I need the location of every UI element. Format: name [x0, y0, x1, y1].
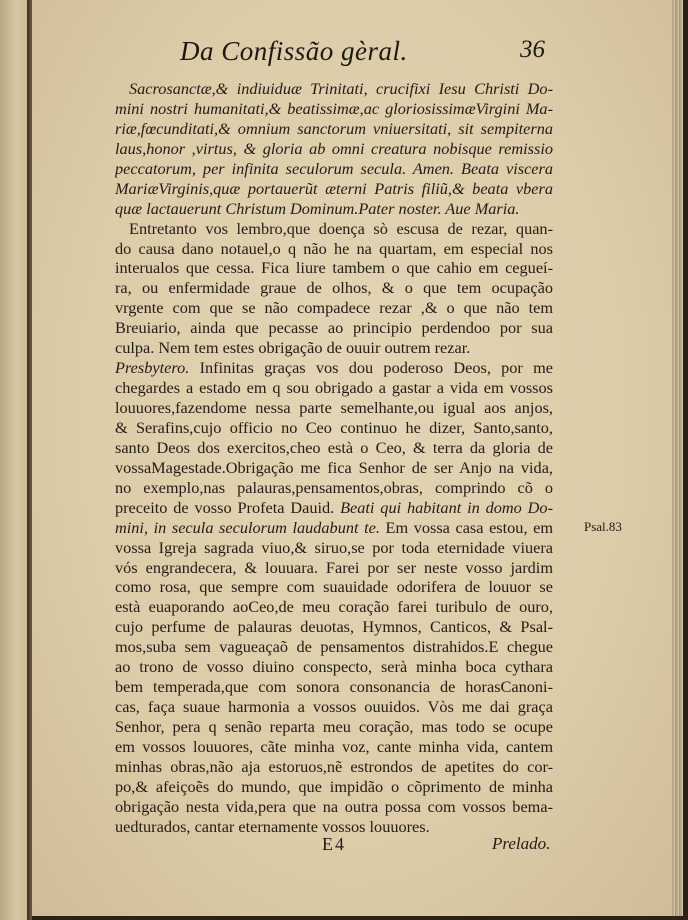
text-segment: vós engrandecera, & louuara. Farei por ser neste vosso jardim — [115, 557, 553, 577]
text-line — [115, 797, 553, 817]
page-number: 36 — [520, 36, 545, 63]
text-line — [115, 757, 553, 777]
text-line — [115, 637, 553, 657]
text-line — [115, 159, 553, 179]
text-line — [115, 338, 553, 358]
text-line — [115, 458, 553, 478]
text-segment: Em vossa casa estou, em — [385, 517, 553, 537]
previous-page-edge — [0, 0, 28, 920]
text-line — [115, 219, 553, 239]
text-segment: vossaMagestade.Obrigação me fica Senhor de ser Anjo na vida, — [115, 457, 553, 477]
text-line — [115, 538, 553, 558]
text-line — [115, 398, 553, 418]
text-segment: Beati qui habitant in domo Do- — [340, 497, 553, 517]
text-segment: Breuiario, ainda que pecasse ao principio perdendoo por sua — [115, 318, 553, 338]
text-line — [115, 777, 553, 797]
text-segment: Infinitas graças vos dou poderoso Deos, por me — [199, 358, 553, 378]
text-segment: quæ lactauerunt Christum Dominum.Pater noster. Aue Maria. — [115, 198, 520, 218]
text-line — [115, 657, 553, 677]
text-line — [115, 438, 553, 458]
text-segment: mini, in secula seculorum laudabunt te. — [115, 517, 386, 537]
text-segment: laus,honor ,virtus, & gloria ab omni creatura nobisque remissio — [115, 138, 553, 158]
text-segment: vrgente com que se não compadece rezar ,& o que não tem — [115, 298, 553, 318]
text-line — [115, 258, 553, 278]
text-segment: bem temperada,que com sonora consonancia de horasCanoni- — [115, 677, 553, 697]
text-line — [115, 278, 553, 298]
running-head: Da Confissão gèral. — [180, 36, 408, 66]
text-segment: em vossos louuores, cãte minha voz, cante minha vida, cantem — [115, 736, 553, 756]
text-line — [115, 677, 553, 697]
text-segment: culpa. Nem tem estes obrigação de ouuir outrem rezar. — [115, 338, 471, 358]
text-line — [115, 617, 553, 637]
text-line — [115, 558, 553, 578]
text-line — [115, 577, 553, 597]
text-segment: està euaporando aoCeo,de meu coração farei turibulo de ouro, — [115, 597, 553, 617]
text-segment: preceito de vosso Profeta Dauid. — [115, 497, 341, 517]
text-segment: uedturados, cantar eternamente vossos louuores. — [115, 816, 430, 836]
text-line — [115, 418, 553, 438]
text-line — [115, 478, 553, 498]
text-line — [115, 717, 553, 737]
text-segment: interualos que cessa. Fica liure tambem o que cahio em cegueí- — [115, 258, 553, 278]
margin-note: Psal.83 — [584, 519, 622, 534]
catchword: Prelado. — [492, 834, 551, 853]
text-segment: po,& afeiçoẽs do mundo, que impidão o cõprimento de minha — [115, 776, 553, 796]
text-segment: santo Deos dos exercitos,cheo està o Ceo, & terra da gloria de — [115, 437, 553, 457]
text-segment: no exemplo,nas palauras,pensamentos,obras, comprindo cõ o — [115, 477, 553, 497]
text-segment: ao trono de vosso diuino conspecto, serà minha boca cythara — [115, 657, 553, 677]
signature-mark: E4 — [322, 834, 346, 854]
text-line — [115, 697, 553, 717]
text-segment: chegardes a estado em q sou obrigado a gastar a vida em vossos — [115, 378, 553, 398]
text-segment: como rosa, que sempre com suauidade odorifera de louuor se — [115, 577, 553, 597]
page-edges — [672, 0, 683, 916]
text-line — [115, 498, 553, 518]
text-segment: MariæVirginis,quæ portauerũt æterni Patris filiũ,& beata vbera — [115, 178, 553, 198]
text-segment: do causa dano notauel,o q não he na quartam, em especial nos — [115, 238, 553, 258]
text-segment: & Serafins,cujo officio no Ceo continuo he dizer, Santo,santo, — [115, 417, 553, 437]
text-line — [115, 119, 553, 139]
text-segment: Presbytero. — [115, 358, 200, 378]
text-line — [115, 139, 553, 159]
text-segment: Sacrosanctæ,& indiuiduæ Trinitati, crucifixi Iesu Christi Do- — [129, 79, 553, 98]
text-segment: obrigação nesta vida,pera que na outra possa com vossos bema- — [115, 796, 553, 816]
text-line — [115, 99, 553, 119]
text-segment: Senhor, pera q senão reparta meu coração, mas todo se ocupe — [115, 717, 553, 736]
text-segment: vossa Igreja sagrada viuo,& siruo,se por toda eternidade viuera — [115, 537, 553, 557]
text-segment: Entretanto vos lembro,que doença sò escusa de rezar, quan- — [129, 218, 553, 238]
text-line — [115, 239, 553, 259]
text-segment: cujo perfume de palauras deuotas, Hymnos, Canticos, & Psal- — [115, 617, 553, 637]
text-line — [115, 199, 553, 219]
text-line — [115, 298, 553, 318]
text-line — [115, 378, 553, 398]
text-segment: cas, faça suaue harmonia a vossos ouuidos. Vòs me dai graça — [115, 697, 553, 717]
text-segment: mos,suba sem vagueaçaõ de pensamentos distrahidos.E chegue — [115, 637, 553, 657]
text-segment: peccatorum, per infinita seculorum secula. Amen. Beata viscera — [115, 158, 553, 178]
text-line — [115, 358, 553, 378]
text-segment: mini nostri humanitati,& beatissimæ,ac gloriosissimæVirgini Ma- — [115, 98, 553, 118]
text-line — [115, 79, 553, 99]
text-segment: riæ,fœcunditati,& omnium sanctorum vniuersitati, sit sempiterna — [115, 118, 553, 138]
text-segment: minhas obras,não aja estoruos,nẽ estrondos de apetites do cor- — [115, 756, 553, 776]
text-line — [115, 318, 553, 338]
text-line — [115, 179, 553, 199]
text-segment: louuores,fazendome nessa parte semelhante,ou igual aos anjos, — [115, 398, 553, 417]
body-text — [115, 79, 553, 837]
text-line — [115, 597, 553, 617]
text-line — [115, 518, 553, 538]
text-line — [115, 737, 553, 757]
text-segment: ra, ou enfermidade graue de olhos, & o que tem ocupação — [115, 278, 553, 298]
